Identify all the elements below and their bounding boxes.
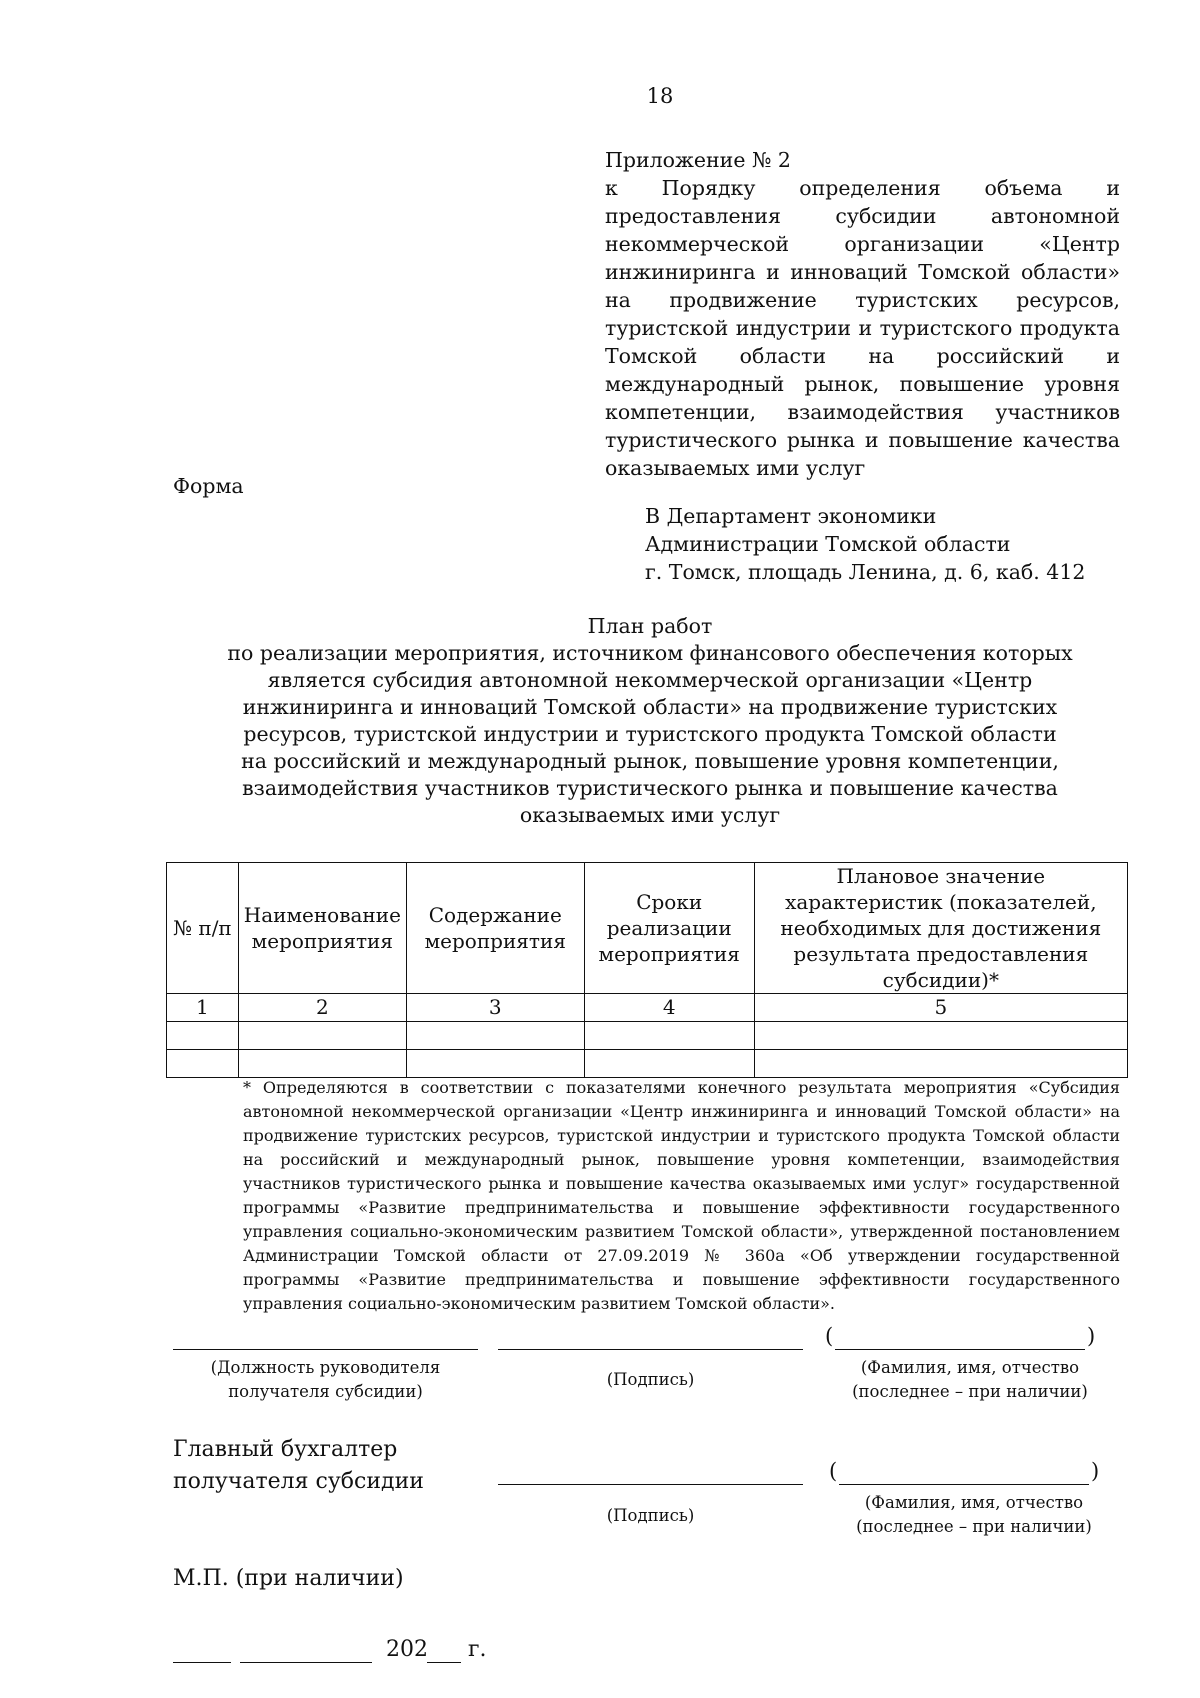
plan-line: взаимодействия участников туристического рынка и повышение качества — [242, 776, 1058, 800]
table-cell[interactable] — [238, 1050, 406, 1078]
accountant-signature-caption: (Подпись) — [606, 1506, 695, 1525]
accountant-line: Главный бухгалтер — [173, 1437, 398, 1462]
header-planned-value: Плановое значение характеристик (показателей, необходимых для достижения результата предоставления субсидии)* — [754, 863, 1127, 994]
table-cell[interactable] — [167, 1050, 239, 1078]
caption-line: (последнее – при наличии) — [856, 1517, 1092, 1536]
plan-table — [166, 862, 1128, 1078]
position-caption — [173, 1356, 478, 1404]
header-event-content: Содержание мероприятия — [406, 863, 584, 994]
caption-line: (Фамилия, имя, отчество — [860, 1358, 1080, 1377]
column-number: 4 — [584, 994, 754, 1022]
position-line[interactable] — [173, 1349, 478, 1350]
appendix-title: Приложение № 2 — [605, 148, 791, 172]
caption-line: (Должность руководителя — [210, 1358, 441, 1377]
table-cell[interactable] — [406, 1022, 584, 1050]
plan-line: инжиниринга и инноваций Томской области» на продвижение туристских — [242, 695, 1058, 719]
plan-heading: План работ — [587, 614, 713, 638]
caption-line: (последнее – при наличии) — [852, 1382, 1088, 1401]
table-cell[interactable] — [584, 1050, 754, 1078]
accountant-line: получателя субсидии — [173, 1469, 424, 1494]
header-timing: Сроки реализации мероприятия — [584, 863, 754, 994]
fio-open-paren: ( — [825, 1324, 834, 1348]
table-cell[interactable] — [238, 1022, 406, 1050]
form-label: Форма — [173, 474, 244, 498]
table-cell[interactable] — [167, 1022, 239, 1050]
stamp-label: М.П. (при наличии) — [173, 1566, 404, 1591]
column-number: 2 — [238, 994, 406, 1022]
signature-caption: (Подпись) — [606, 1370, 695, 1389]
signature-line[interactable] — [498, 1349, 803, 1350]
addressee-line: Администрации Томской области — [645, 532, 1011, 556]
caption-line: (Фамилия, имя, отчество — [864, 1493, 1084, 1512]
table-row — [167, 1022, 1128, 1050]
addressee-line: г. Томск, площадь Ленина, д. 6, каб. 412 — [645, 560, 1086, 584]
plan-line: по реализации мероприятия, источником финансового обеспечения которых — [227, 641, 1073, 665]
fio-close-paren: ) — [1087, 1324, 1096, 1348]
header-number: № п/п — [167, 863, 239, 994]
plan-line: оказываемых ими услуг — [519, 803, 781, 827]
appendix-block — [605, 146, 1120, 482]
table-cell[interactable] — [754, 1050, 1127, 1078]
fio-caption — [845, 1356, 1095, 1404]
accountant-fio-open-paren: ( — [829, 1459, 838, 1483]
header-event-name: Наименование мероприятия — [238, 863, 406, 994]
accountant-signature-line[interactable] — [498, 1484, 803, 1485]
table-cell[interactable] — [754, 1022, 1127, 1050]
addressee-line: В Департамент экономики — [645, 504, 937, 528]
table-header-row — [167, 863, 1128, 994]
date-day-line[interactable] — [173, 1662, 231, 1663]
date-month-line[interactable] — [240, 1662, 372, 1663]
plan-line: является субсидия автономной некоммерческой организации «Центр — [267, 668, 1033, 692]
column-number: 3 — [406, 994, 584, 1022]
plan-line: на российский и международный рынок, повышение уровня компетенции, — [241, 749, 1059, 773]
accountant-fio-caption — [849, 1491, 1099, 1539]
date-year-prefix: 202 — [386, 1637, 428, 1662]
column-number-row — [167, 994, 1128, 1022]
accountant-label — [173, 1434, 424, 1498]
date-year-line[interactable] — [427, 1662, 461, 1663]
footnote-text: * Определяются в соответствии с показателями конечного результата мероприятия «Субсидия автономной некоммерческой организации «Центр инжиниринга и инноваций Томской области» на продвижение туристских ресурсов, туристской индустрии и туристского продукта Томской области на российский и международный рынок, повышение уровня компетенции, взаимодействия участников туристического рынка и повышение качества оказываемых ими услуг» государственной программы «Развитие предпринимательства и повышение эффективности государственного управления социально-экономическим развитием Томской области», утвержденной постановлением Администрации Томской области от 27.09.2019 № 360а «Об утверждении государственной программы «Развитие предпринимательства и повышение эффективности государственного управления социально-экономическим развитием Томской области». — [243, 1078, 1120, 1313]
plan-line: ресурсов, туристской индустрии и туристского продукта Томской области — [243, 722, 1057, 746]
fio-line[interactable] — [835, 1349, 1085, 1350]
accountant-fio-line[interactable] — [839, 1484, 1089, 1485]
table-row — [167, 1050, 1128, 1078]
table-cell[interactable] — [406, 1050, 584, 1078]
page-number: 18 — [646, 84, 674, 108]
column-number: 5 — [754, 994, 1127, 1022]
accountant-fio-close-paren: ) — [1091, 1459, 1100, 1483]
caption-line: получателя субсидии) — [228, 1382, 423, 1401]
appendix-text: к Порядку определения объема и предоставления субсидии автономной некоммерческой организации «Центр инжиниринга и инноваций Томской области» на продвижение туристских ресурсов, туристской индустрии и туристского продукта Томской области на российский и международный рынок, повышение уровня компетенции, взаимодействия участников туристического рынка и повышение качества оказываемых ими услуг — [605, 176, 1120, 480]
footnote — [173, 1076, 1120, 1316]
table-cell[interactable] — [584, 1022, 754, 1050]
column-number: 1 — [167, 994, 239, 1022]
addressee-block — [645, 502, 1085, 586]
plan-title-block — [225, 613, 1075, 829]
date-year-suffix: г. — [468, 1637, 487, 1662]
